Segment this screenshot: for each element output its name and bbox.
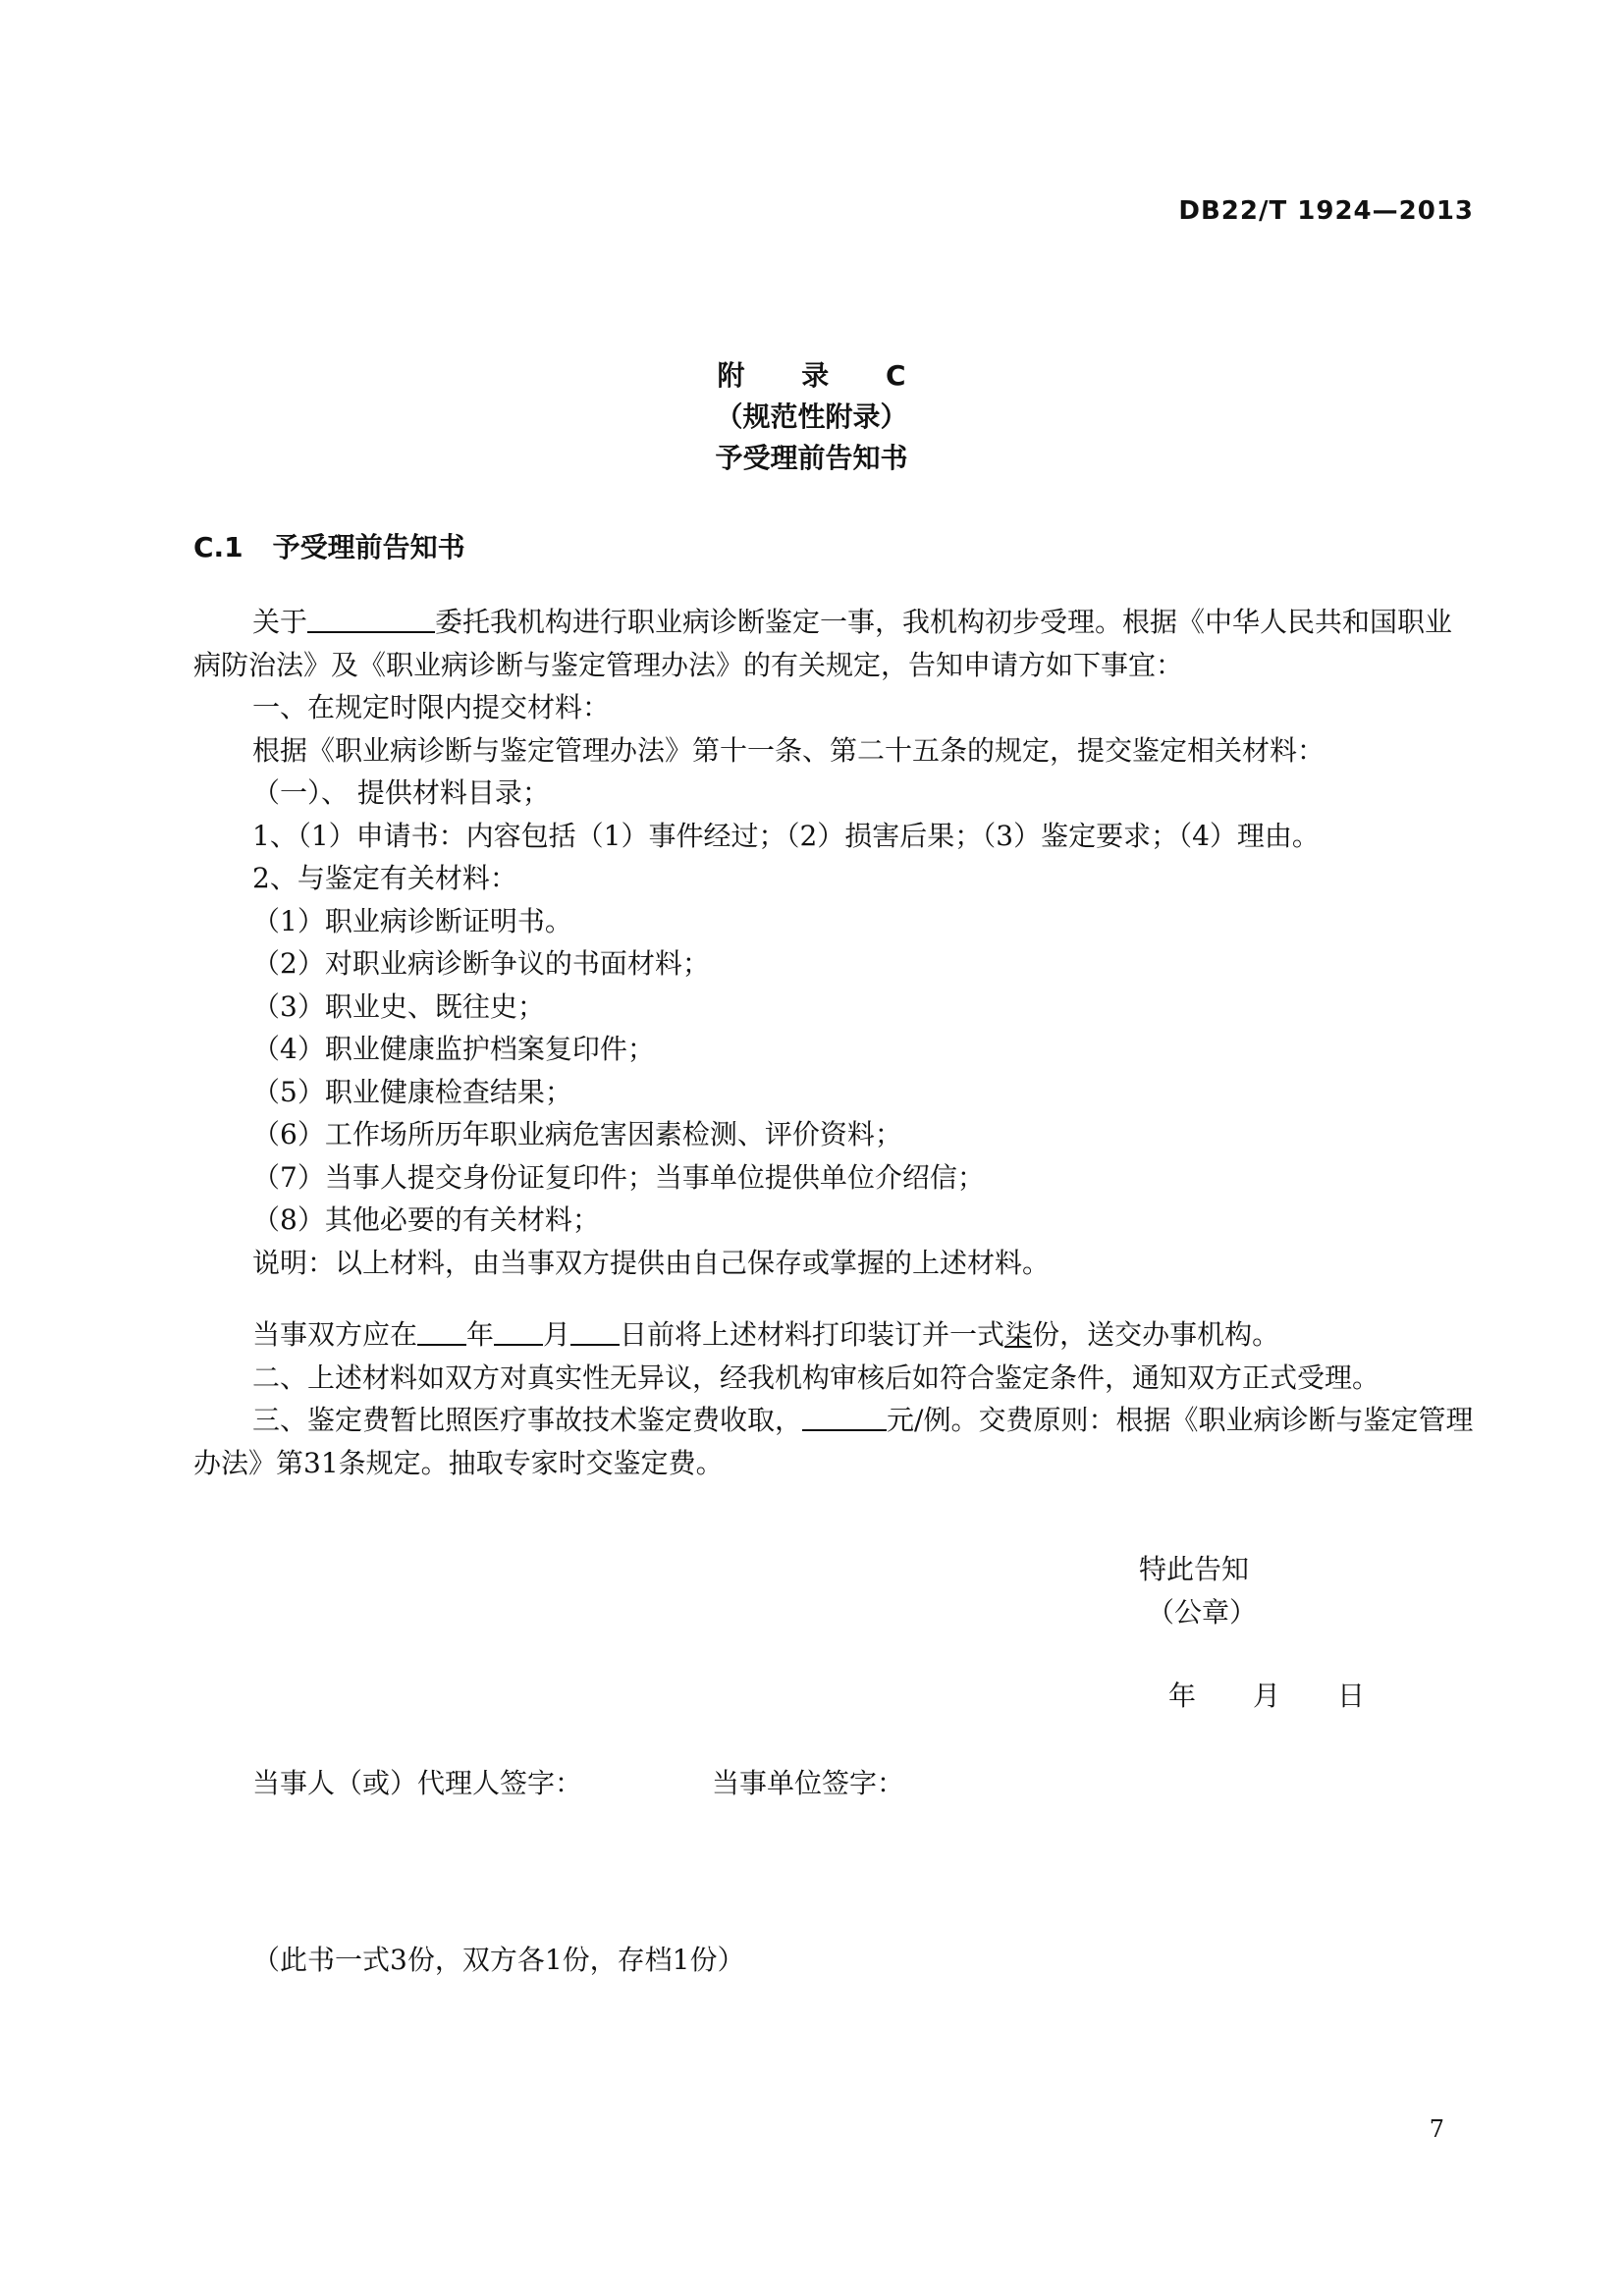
item-two-line: 二、上述材料如双方对真实性无异议，经我机构审核后如符合鉴定条件，通知双方正式受理。 bbox=[252, 1361, 1380, 1394]
item-three-prefix: 三、鉴定费暂比照医疗事故技术鉴定费收取， bbox=[252, 1404, 803, 1436]
deadline-day-suffix: 日前将上述材料打印装订并一式 bbox=[620, 1318, 1005, 1351]
body-text bbox=[193, 601, 1476, 1484]
seal-text: （公章） bbox=[1147, 1595, 1258, 1629]
deadline-month: 月 bbox=[543, 1318, 571, 1351]
deadline-prefix: 当事双方应在 bbox=[252, 1318, 418, 1351]
date-year: 年 bbox=[1168, 1680, 1197, 1712]
party-signature-label: 当事人（或）代理人签字： bbox=[252, 1767, 583, 1799]
line-application: 1、（1）申请书：内容包括（1）事件经过；（2）损害后果；（3）鉴定要求；（4）理由。 bbox=[252, 819, 1320, 852]
title-block bbox=[0, 355, 1623, 479]
notice-text: 特此告知 bbox=[1139, 1553, 1250, 1585]
date-line bbox=[1168, 1675, 1422, 1714]
section-number: C.1 bbox=[193, 531, 243, 563]
appendix-name: 予受理前告知书 bbox=[715, 442, 908, 474]
line-related-materials: 2、与鉴定有关材料： bbox=[252, 862, 517, 894]
date-day: 日 bbox=[1337, 1680, 1366, 1712]
fee-blank bbox=[802, 1402, 887, 1431]
applicant-blank bbox=[307, 604, 435, 633]
unit-signature-label: 当事单位签字： bbox=[712, 1767, 905, 1799]
day-blank bbox=[570, 1316, 620, 1346]
list-item: （8）其他必要的有关材料； bbox=[252, 1203, 600, 1236]
note-line: 说明：以上材料，由当事双方提供由自己保存或掌握的上述材料。 bbox=[252, 1246, 1051, 1279]
item-three-paragraph bbox=[193, 1399, 1476, 1484]
appendix-title: 附 录 C bbox=[717, 359, 930, 392]
page-number: 7 bbox=[1429, 2115, 1444, 2143]
item-three-suffix: 元/例。交费原则：根据《职业病诊断与鉴定管理办法》第31条规定。抽取专家时交鉴定费。 bbox=[193, 1404, 1474, 1479]
date-month: 月 bbox=[1253, 1680, 1281, 1712]
standard-code: DB22/T 1924—2013 bbox=[1178, 196, 1474, 226]
list-item: （2）对职业病诊断争议的书面材料； bbox=[252, 947, 710, 980]
line-submit-materials: 一、在规定时限内提交材料： bbox=[252, 691, 611, 723]
footnote: （此书一式3份，双方各1份，存档1份） bbox=[252, 1944, 745, 1976]
list-item: （3）职业史、既往史； bbox=[252, 989, 545, 1023]
deadline-suffix: 份，送交办事机构。 bbox=[1032, 1318, 1280, 1351]
intro-prefix: 关于 bbox=[252, 606, 308, 638]
intro-paragraph bbox=[193, 601, 1476, 686]
list-item: （6）工作场所历年职业病危害因素检测、评价资料； bbox=[252, 1118, 902, 1150]
section-heading bbox=[193, 526, 465, 565]
line-catalog: （一）、 提供材料目录； bbox=[252, 776, 550, 809]
list-item: （5）职业健康检查结果； bbox=[252, 1075, 572, 1108]
signature-line bbox=[252, 1762, 905, 1801]
appendix-type: （规范性附录） bbox=[715, 400, 908, 433]
spacer bbox=[193, 1284, 1476, 1313]
section-title: 予受理前告知书 bbox=[272, 531, 465, 563]
month-blank bbox=[494, 1316, 543, 1346]
list-item: （4）职业健康监护档案复印件； bbox=[252, 1033, 655, 1065]
year-blank bbox=[417, 1316, 466, 1346]
list-item: （1）职业病诊断证明书。 bbox=[252, 904, 572, 937]
line-regulation: 根据《职业病诊断与鉴定管理办法》第十一条、第二十五条的规定，提交鉴定相关材料： bbox=[252, 733, 1325, 767]
closing-block bbox=[1139, 1548, 1257, 1633]
intro-text: 委托我机构进行职业病诊断鉴定一事，我机构初步受理。根据《中华人民共和国职业病防治法》及《职业病诊断与鉴定管理办法》的有关规定，告知申请方如下事宜： bbox=[193, 606, 1453, 681]
list-item: （7）当事人提交身份证复印件；当事单位提供单位介绍信； bbox=[252, 1160, 985, 1194]
deadline-line bbox=[193, 1313, 1476, 1357]
copies-count: 柒 bbox=[1004, 1318, 1033, 1351]
deadline-year: 年 bbox=[466, 1318, 495, 1351]
